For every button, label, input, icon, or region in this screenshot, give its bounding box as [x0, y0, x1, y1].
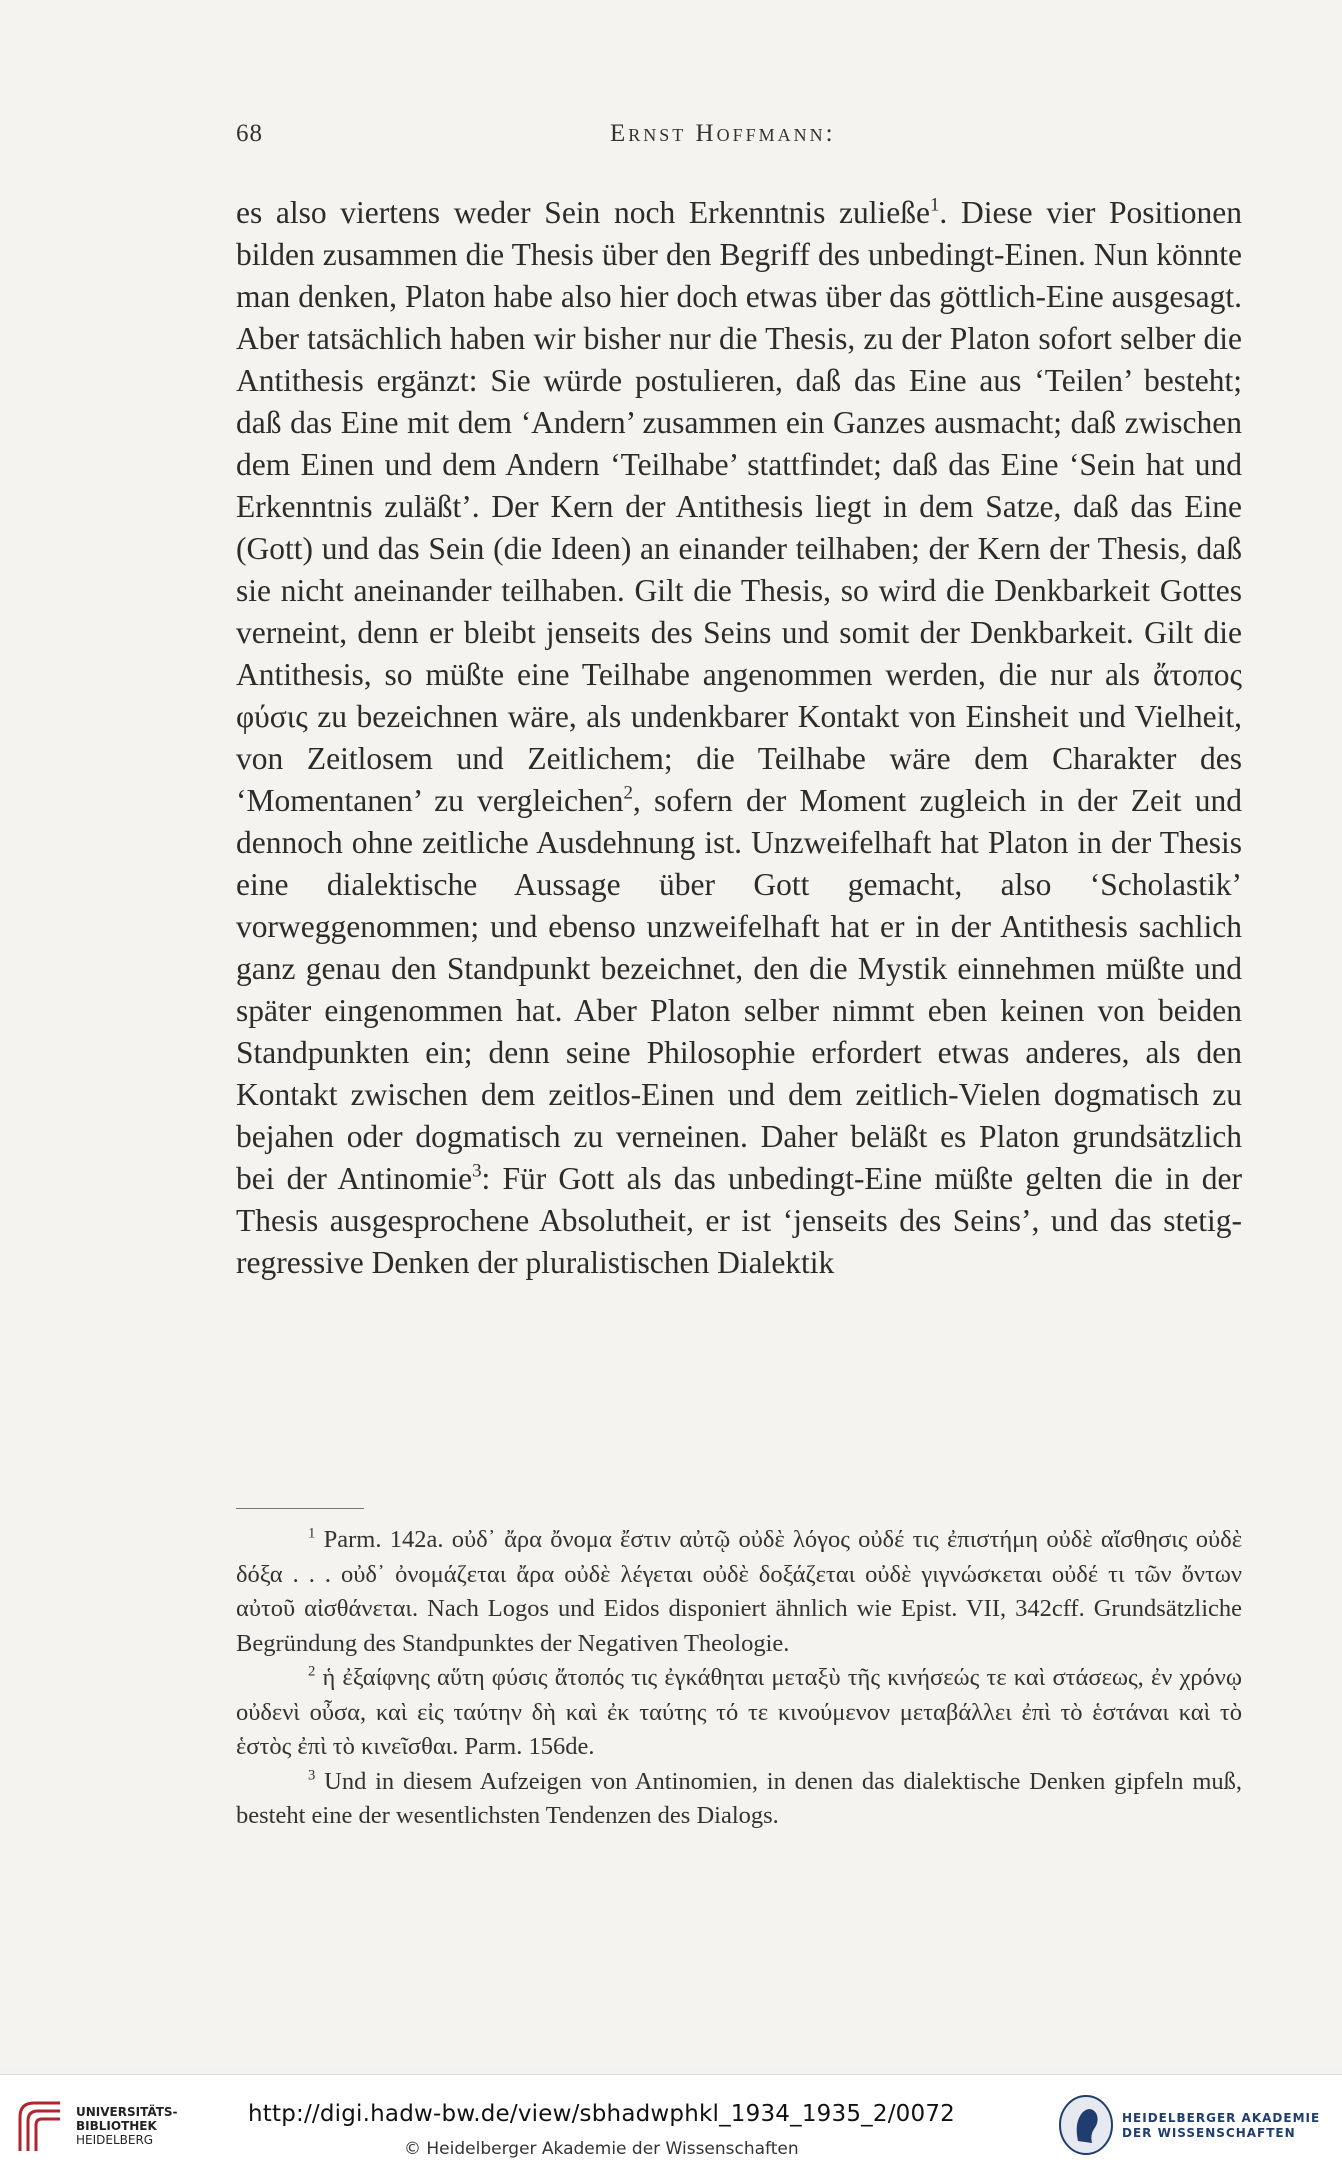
running-head: Ernst Hoffmann: — [610, 120, 836, 147]
body-paragraph — [236, 192, 1242, 1284]
footnote-divider — [236, 1508, 364, 1509]
academy-name — [1122, 2111, 1320, 2141]
footer-bar — [0, 2074, 1342, 2175]
footnote-ref-1: 1 — [929, 194, 940, 216]
copyright-notice: © Heidelberger Akademie der Wissenschaften — [404, 2139, 799, 2159]
academy-seal-icon — [1056, 2093, 1116, 2157]
library-name-line: UNIVERSITÄTS- — [76, 2105, 178, 2119]
footnote-mark: 3 — [308, 1766, 316, 1783]
permalink-url[interactable]: http://digi.hadw-bw.de/view/sbhadwphkl_1934_1935_2/0072 — [248, 2101, 955, 2127]
footnote-text: ἡ ἐξαίφνης αὕτη φύσις ἄτοπός τις ἐγκάθηται μεταξὺ τῆς κινήσεώς τε καὶ στάσεως, ἐν χρόνῳ οὐδενὶ οὖσα, καὶ εἰς ταύτην δὴ καὶ ἐκ ταύτης τό τε κινούμενον μεταβάλλει ἐπὶ τὸ ἑστάναι καὶ τὸ ἑστὸς ἐπὶ τὸ κινεῖσθαι. Parm. 156de. — [236, 1664, 1243, 1760]
page-number: 68 — [236, 120, 263, 147]
university-library-logo-icon — [14, 2095, 66, 2155]
page-header — [236, 120, 1242, 160]
academy-name-line: HEIDELBERGER AKADEMIE — [1122, 2111, 1321, 2125]
footnotes — [236, 1523, 1242, 1834]
library-name-line: HEIDELBERG — [76, 2133, 154, 2147]
footnote-ref-3: 3 — [472, 1160, 482, 1182]
footnote-mark: 2 — [308, 1663, 316, 1680]
footnote — [236, 1661, 1242, 1765]
body-text-part: , sofern der Moment zugleich in der Zeit und dennoch ohne zeitliche Ausdehnung ist. Unzweifelhaft hat Platon in der Thesis eine dialektische Aussage über Gott gemacht, also ‘Scholastik’ vorweggenommen; und ebenso unzweifelhaft hat er in der Antithesis sachlich ganz genau den Standpunkt bezeichnet, den die Mystik einnehmen müßte und später eingenommen hat. Aber Platon selber nimmt eben keinen von beiden Standpunkten ein; denn seine Philosophie erfordert etwas anderes, als den Kontakt zwischen dem zeitlos-Einen und dem zeitlich-Vielen dogmatisch zu bejahen oder dogmatisch zu verneinen. Daher beläßt es Platon grundsätzlich bei der Antinomie — [236, 783, 1242, 1196]
footnote-text: Und in diesem Aufzeigen von Antinomien, in denen das dialektische Denken gipfeln muß, besteht eine der wesentlichsten Tendenzen des Dialogs. — [236, 1767, 1243, 1829]
footnote-ref-2: 2 — [623, 782, 633, 804]
academy-name-line: DER WISSENSCHAFTEN — [1122, 2126, 1296, 2140]
library-name-line: BIBLIOTHEK — [76, 2119, 157, 2133]
footnote-mark: 1 — [308, 1525, 316, 1542]
footnote — [236, 1523, 1242, 1661]
university-library-name — [76, 2105, 178, 2147]
body-text-part: . Diese vier Positionen bilden zusammen die Thesis über den Begriff des unbedingt-Einen. Nun könnte man denken, Platon habe also hier doch etwas über das göttlich-Eine ausgesagt. Aber tatsächlich haben wir bisher nur die Thesis, zu der Platon sofort selber die Antithesis ergänzt: Sie würde postulieren, daß das Eine aus ‘Teilen’ besteht; daß das Eine mit dem ‘Andern’ zusammen ein Ganzes ausmacht; daß zwischen dem Einen und dem Andern ‘Teilhabe’ stattfindet; daß das Eine ‘Sein hat und Erkenntnis zuläßt’. Der Kern der Antithesis liegt in dem Satze, daß das Eine (Gott) und das Sein (die Ideen) an einander teilhaben; der Kern der Thesis, daß sie nicht aneinander teilhaben. Gilt die Thesis, so wird die Denkbarkeit Gottes verneint, denn er bleibt jenseits des Seins und somit der Denkbarkeit. Gilt die Antithesis, so müßte eine Teilhabe angenommen werden, die nur als ἄτοπος φύσις zu bezeichnen wäre, als undenkbarer Kontakt von Einsheit und Vielheit, von Zeitlosem und Zeitlichem; die Teilhabe wäre dem Charakter des ‘Momentanen’ zu vergleichen — [236, 195, 1242, 818]
footnote-text: Parm. 142a. οὐδ᾿ ἄρα ὄνομα ἔστιν αὐτῷ οὐδὲ λόγος οὐδέ τις ἐπιστήμη οὐδὲ αἴσθησις οὐδὲ δόξα . . . οὐδ᾿ ὀνομάζεται ἄρα οὐδὲ λέγεται οὐδὲ δοξάζεται οὐδὲ γιγνώσκεται οὐδέ τι τῶν ὄντων αὐτοῦ αἰσθάνεται. Nach Logos und Eidos disponiert ähnlich wie Epist. VII, 342cff. Grundsätzliche Begründung des Standpunktes der Negativen Theologie. — [236, 1526, 1242, 1657]
body-text-part: : Für Gott als das unbedingt-Eine müßte gelten die in der Thesis ausgesprochene Absolutheit, er ist ‘jenseits des Seins’, und das stetig-regressive Denken der pluralistischen Dialektik — [236, 1161, 1242, 1280]
body-text — [236, 192, 1242, 1284]
body-text-part: es also viertens weder Sein noch Erkenntnis zuließe — [236, 195, 930, 230]
footnote — [236, 1765, 1242, 1834]
